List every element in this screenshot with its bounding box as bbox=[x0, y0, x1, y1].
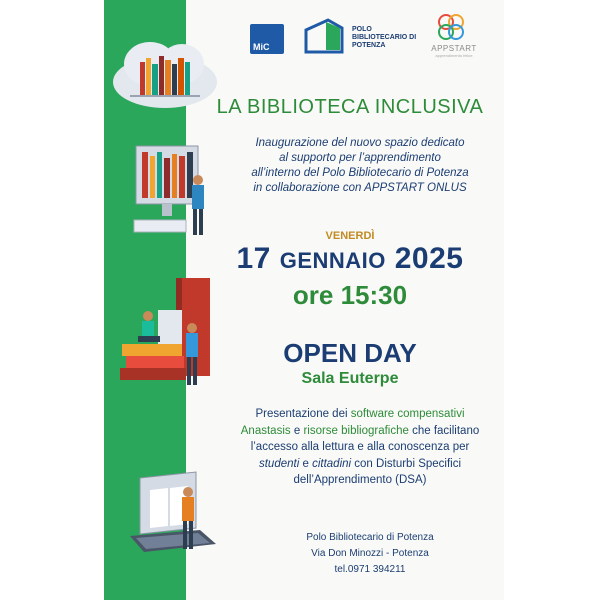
description-italic: studenti bbox=[258, 457, 300, 470]
appstart-logo-subtext: apprendimento felice bbox=[435, 53, 473, 58]
description-line bbox=[180, 423, 540, 440]
poster-title: LA BIBLIOTECA INCLUSIVA bbox=[216, 96, 484, 118]
subtitle-line: in collaborazione con APPSTART ONLUS bbox=[253, 182, 467, 194]
description-text: Presentazione dei bbox=[255, 408, 348, 420]
event-name: OPEN DAY bbox=[283, 338, 417, 368]
poster-subtitle bbox=[170, 136, 550, 196]
appstart-logo-text: APPSTART bbox=[431, 44, 477, 53]
event-weekday: VENERDÌ bbox=[325, 230, 375, 242]
event-date-day: 17 bbox=[236, 242, 271, 275]
description-line bbox=[180, 456, 540, 473]
subtitle-line: al supporto per l’apprendimento bbox=[279, 152, 441, 164]
mic-logo-text: MiC bbox=[253, 42, 270, 52]
subtitle-line: all’interno del Polo Bibliotecario di Potenza bbox=[251, 167, 469, 179]
description-line: dell’Apprendimento (DSA) bbox=[293, 474, 427, 486]
description-highlight: Anastasis bbox=[240, 424, 291, 437]
event-date-month: GENNAIO bbox=[279, 248, 386, 273]
appstart-logo bbox=[434, 12, 468, 46]
description-line bbox=[180, 406, 540, 423]
event-room: Sala Euterpe bbox=[301, 370, 399, 387]
description-text: e bbox=[293, 424, 301, 437]
description-highlight: risorse bibliografiche bbox=[303, 424, 409, 437]
description-text: che facilitano bbox=[412, 424, 480, 437]
phone-number: tel.0971 394211 bbox=[334, 564, 406, 575]
address-line: Polo Bibliotecario di Potenza bbox=[306, 532, 434, 543]
event-time: ore 15:30 bbox=[292, 280, 408, 310]
description-highlight: software compensativi bbox=[350, 408, 465, 420]
description-text: e bbox=[302, 457, 309, 470]
event-date-year: 2025 bbox=[394, 242, 464, 275]
address-block bbox=[230, 530, 510, 578]
description-italic: cittadini bbox=[312, 457, 352, 470]
address-line: Via Don Minozzi - Potenza bbox=[311, 548, 429, 559]
subtitle-line: Inaugurazione del nuovo spazio dedicato bbox=[255, 137, 465, 149]
event-description bbox=[180, 406, 540, 489]
description-line: l’accesso alla lettura e alla conoscenza per bbox=[250, 441, 470, 453]
description-text: con Disturbi Specifici bbox=[354, 457, 462, 470]
mic-logo bbox=[250, 24, 284, 54]
polo-logo-text: POLO BIBLIOTECARIO DI POTENZA bbox=[352, 26, 417, 49]
event-date bbox=[170, 242, 530, 276]
polo-bibliotecario-logo bbox=[304, 18, 344, 56]
